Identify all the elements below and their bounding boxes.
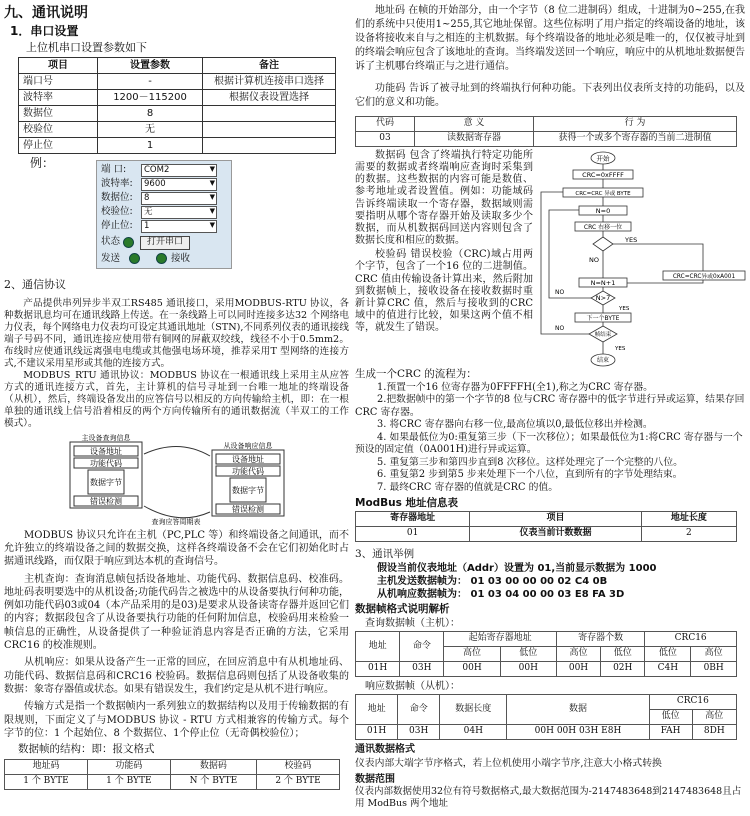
table-row [5, 774, 340, 789]
port-select[interactable]: COM2 ▼ [141, 164, 217, 177]
table-header: 代码 [356, 117, 415, 132]
frame-analysis-title: 数据帧格式说明解析 [355, 603, 450, 616]
crc-steps [355, 382, 745, 495]
master-field-crc: 错误检测 [90, 497, 122, 507]
serial-heading: 1．串口设置 [10, 24, 79, 39]
right-column [355, 4, 745, 810]
flow-n7: N>7 [595, 293, 611, 302]
serial-settings-table [18, 57, 336, 154]
example-line-1: 假设当前仪表地址（Addr）设置为 01,当前显示数据为 1000 [377, 562, 657, 574]
slave-field-data: 数据字节 [232, 486, 264, 496]
table-cell: 1 个 BYTE [5, 774, 88, 789]
table-header: 高位 [444, 647, 500, 662]
table-cell: 端口号 [19, 73, 98, 89]
baud-label: 波特率: [101, 178, 133, 190]
table-cell [203, 137, 336, 153]
table-header: 低位 [500, 647, 556, 662]
table-cell: 校验位 [19, 121, 98, 137]
list-item: 7. 最终CRC 寄存器的值就是CRC 的值。 [377, 481, 558, 493]
open-port-button[interactable]: 打开串口 [140, 236, 190, 250]
flow-yes-3: YES [615, 345, 626, 352]
table-cell: N 个 BYTE [170, 774, 256, 789]
flow-inc: N=N+1 [590, 278, 616, 287]
section-title: 九、通讯说明 [4, 5, 88, 21]
master-field-function: 功能代码 [90, 459, 122, 469]
query-frame-table [355, 631, 737, 677]
list-item: 2.把数据帧中的第一个字节的8 位与CRC 寄存器中的低字节进行异或运算，结果存回CRC 寄存器。 [355, 394, 745, 418]
table-cell: 数据位 [19, 105, 98, 121]
protocol-paragraph-4: 主机查询：查询消息帧包括设备地址、功能代码、数据信息码、校准码。地址码表明要选中的从机设备;功能代码告之被选中的从设备要执行何种功能，例如功能代码03或04（本产品采用的是03)是要求从设备读寄存器并返回它们的内容；数据段包含了从设备要执行功能的任何附加信息，校验码用来检验一帧信息的正确性，从设备提供了一种验证消息内容是否正确的方法，它采用CRC16 的校准规则。 [4, 573, 349, 652]
table-cell: 8 [98, 105, 203, 121]
data-bits-label: 数据位: [101, 192, 133, 204]
table-header: 项目 [19, 57, 98, 73]
flow-start: 开始 [596, 154, 610, 163]
table-cell: 01H [356, 662, 400, 677]
protocol-paragraph-6: 传输方式是指一个数据帧内一系列独立的数据结构以及用于传输数据的有限规则，下面定义了与MODBUS 协议 - RTU 方式相兼容的传输方式。每个字节的位：1 个起始位、8 个数据位、1个停止位（无奇偶校验位）； [4, 701, 349, 739]
protocol-paragraph-1: 产品提供串列异步半双工RS485 通讯接口，采用MODBUS-RTU 协议，各种数据讯息均可在通讯线路上传送。在一条线路上可以同时连接多达32 个网络电力仪表，每个网络电力仪表均可设定其通讯地址（STN),不同系列仪表的通讯接线端子号码不同，通讯连接应使用带有铜网的屏蔽双绞线，线径不小于0.5mm2。布线时应使通讯线远离强电电缆或其他强电场环境，推荐采用T 型网络的连接方式,不建议采用星形或其他的连接方式。 [4, 298, 349, 370]
serial-subheading: 上位机串口设置参数如下 [26, 41, 147, 55]
table-header: 地址 [356, 695, 398, 725]
master-field-data: 数据字节 [90, 478, 122, 488]
table-row [356, 131, 737, 146]
left-column [4, 4, 349, 790]
address-paragraph: 地址码 在帧的开始部分，由一个字节（8 位二进制码）组成，十进制为0~255,在我们的系统中只使用1~255,其它地址保留。这些位标明了用户指定的终端设备的地址，该设备将接收来自与之相连的主机数据。每个终端设备的地址必须是唯一的，仅仅被寻址到的终端会响应包含了该地址的查询。当终端发送回一个响应，响应中的从机地址数据便告诉了主机哪台终端正与之进行通信。 [355, 5, 745, 72]
example-line-3: 从机响应数据帧为： 01 03 04 00 00 03 E8 FA 3D [377, 589, 625, 601]
flow-no: NO [589, 255, 599, 264]
flow-yes-2: YES [619, 305, 630, 312]
serial-config-panel [96, 160, 232, 269]
table-cell: 根据计算机连接串口选择 [203, 73, 336, 89]
table-header: 高位 [691, 647, 737, 662]
table-cell: 03 [356, 131, 415, 146]
table-header: 意 义 [415, 117, 534, 132]
table-header: 命令 [400, 632, 444, 662]
table-header: 高位 [692, 710, 736, 725]
table-header: 校验码 [257, 759, 340, 774]
table-header: 寄存器地址 [356, 512, 470, 527]
list-item: 1.预置一个16 位寄存器为0FFFFH(全1),称之为CRC 寄存器。 [377, 381, 653, 393]
table-cell: 仪表当前计数数据 [470, 527, 641, 542]
table-header: 功能码 [87, 759, 170, 774]
table-header: 备注 [203, 57, 336, 73]
protocol-heading: 2、通信协议 [4, 277, 66, 291]
table-row [19, 89, 336, 105]
response-frame-title: 响应数据帧（从机）： [365, 681, 460, 693]
table-cell: 获得一个或多个寄存器的当前二进制值 [534, 131, 737, 146]
flow-xor: CRC=CRC 异或 BYTE [575, 190, 631, 197]
data-bits-select[interactable]: 8 ▼ [141, 192, 217, 205]
table-cell: 00H [500, 662, 556, 677]
protocol-paragraph-3: MODBUS 协议只允许在主机（PC,PLC 等）和终端设备之间通讯，而不允许独立的终端设备之间的数据交换，这样各终端设备不会在它们初始化时占据通讯线路，而仅限于响应到达本机的查询信号。 [4, 530, 349, 567]
table-cell: 0BH [691, 662, 737, 677]
table-header: 项目 [470, 512, 641, 527]
data-code-paragraph: 数据码 包含了终端执行特定功能所需要的数据或者终端响应查询时采集到的数据。这些数据的内容可能是数值、参考地址或者设置值。例如：功能域码告诉终端读取一个寄存器，数据域则需要指明从哪个寄存器开始及读取多少个数据，而从机数据码回送内容则包含了数据长度和相应的数据。 [355, 149, 533, 247]
table-cell: FAH [649, 725, 692, 740]
protocol-paragraph-5: 从机响应：如果从设备产生一正常的回应，在回应消息中有从机地址码、功能代码、数据信息码和CRC16 校验码。数据信息码则包括了从设备收集的数据：象寄存器值或状态。如果有错误发生，我们约定是从机不进行响应。 [4, 657, 349, 695]
list-item: 6. 重复第2 步到第5 步来处理下一个八位，直到所有的字节处理结束。 [377, 469, 683, 481]
table-row [356, 662, 737, 677]
flow-shift: CRC 右移一位 [583, 223, 623, 231]
flow-yes: YES [625, 235, 638, 244]
flow-init: CRC=0xFFFF [582, 170, 624, 179]
table-row [19, 105, 336, 121]
table-header: 低位 [601, 647, 645, 662]
modbus-address-title: ModBus 地址信息表 [355, 497, 459, 510]
table-cell: 1 [98, 137, 203, 153]
receive-led-icon [156, 253, 167, 264]
table-cell: 停止位 [19, 137, 98, 153]
flow-next: 下一个BYTE [586, 314, 620, 322]
table-header: 低位 [649, 710, 692, 725]
table-cell: 02H [601, 662, 645, 677]
baud-select[interactable]: 9600 ▼ [141, 178, 217, 191]
stop-bits-label: 停止位: [101, 220, 133, 232]
table-cell [203, 105, 336, 121]
table-cell: 00H [444, 662, 500, 677]
table-row [19, 137, 336, 153]
master-field-address: 设备地址 [90, 447, 122, 457]
response-frame-table [355, 694, 737, 740]
table-row [356, 527, 737, 542]
table-cell: 波特率 [19, 89, 98, 105]
table-cell: 00H [556, 662, 600, 677]
example-heading: 3、通讯举例 [355, 548, 415, 560]
table-cell: - [98, 73, 203, 89]
table-row [19, 121, 336, 137]
status-label: 状态 [101, 236, 121, 248]
table-cell: 01 [356, 527, 470, 542]
send-label: 发送 [101, 252, 121, 264]
slave-field-function: 功能代码 [232, 467, 264, 477]
frame-structure-title: 数据帧的结构：即：报文格式 [18, 743, 155, 756]
table-cell: 1200－115200 [98, 89, 203, 105]
table-header: CRC16 [649, 695, 736, 710]
diagram-caption: 查询应答周期表 [151, 518, 201, 527]
table-cell: 8DH [692, 725, 736, 740]
table-header: 数据 [507, 695, 649, 725]
example-line-2: 主机发送数据帧为： 01 03 00 00 00 02 C4 0B [377, 576, 608, 588]
table-cell: 03H [400, 662, 444, 677]
list-item: 3. 将CRC 寄存器向右移一位,最高位填以0,最低位移出并检测。 [377, 419, 653, 431]
table-cell [203, 121, 336, 137]
crc-steps-title: 生成一个CRC 的流程为： [355, 367, 477, 380]
send-led-icon [129, 253, 140, 264]
crc-paragraph: 校验码 错误校验（CRC)域占用两个字节，包含了一个16 位的二进制值。CRC 值由传输设备计算出来，然后附加到数据帧上，接收设备在接收数据时重新计算CRC 值，然后与接收到的CRC 域中的值进行比较，如果这两个值不相等，就发生了错误。 [355, 249, 533, 334]
table-cell: 2 个 BYTE [257, 774, 340, 789]
slave-field-crc: 错误检测 [232, 505, 264, 515]
table-row [356, 725, 737, 740]
range-text: 仪表内部数据使用32位有符号数据格式,最大数据范围为-2147483648到2147483648且占用 ModBus 两个地址 [355, 786, 742, 810]
query-response-diagram [4, 434, 349, 526]
flow-poly: CRC=CRC异或0xA001 [672, 273, 736, 280]
port-label: 端 口: [101, 164, 127, 176]
function-code-table [355, 116, 737, 147]
table-header: 命令 [398, 695, 440, 725]
query-frame-title: 查询数据帧（主机）： [365, 618, 460, 630]
table-cell: 1 个 BYTE [87, 774, 170, 789]
slave-field-address: 设备地址 [232, 455, 264, 465]
table-header: 地址码 [5, 759, 88, 774]
flow-done: 帧结束 [594, 331, 612, 338]
table-cell: 04H [440, 725, 507, 740]
table-header: 数据码 [170, 759, 256, 774]
table-cell: 无 [98, 121, 203, 137]
table-header: 设置参数 [98, 57, 203, 73]
list-item: 5. 重复第三步和第四步直到8 次移位。这样处理完了一个完整的八位。 [377, 456, 683, 468]
table-header: 高位 [556, 647, 600, 662]
crc-flowchart [535, 150, 747, 368]
receive-label: 接收 [171, 252, 191, 264]
table-cell: 根据仪表设置选择 [203, 89, 336, 105]
table-cell: 2 [641, 527, 736, 542]
table-cell: C4H [645, 662, 691, 677]
list-item: 4. 如果最低位为0:重复第三步（下一次移位）；如果最低位为1:将CRC 寄存器与一个预设的固定值（0A001H)进行异或运算。 [355, 431, 743, 456]
flow-no-3: NO [555, 324, 565, 332]
table-header: 地址 [356, 632, 400, 662]
range-title: 数据范围 [355, 774, 395, 786]
table-cell: 读数据寄存器 [415, 131, 534, 146]
protocol-paragraph-2: MODBUS_RTU 通讯协议：MODBUS 协议在一根通讯线上采用主从应答方式的通讯连接方式，首先，主计算机的信号寻址到一台唯一地址的终端设备（从机），然后，终端设备发出的应答信号以相反的方向传输给主机，即：在一根单独的通讯线上信号沿着相反的两个方向传输所有的通讯数据流（半双工的工作模式）。 [4, 370, 349, 430]
modbus-address-table [355, 511, 737, 542]
slave-top-label: 从设备响应信息 [223, 442, 273, 451]
table-header: 寄存器个数 [556, 632, 644, 647]
flow-no-2: NO [555, 288, 565, 296]
function-paragraph: 功能码 告诉了被寻址到的终端执行何种功能。下表列出仪表所支持的功能码，以及它们的意义和功能。 [355, 83, 745, 108]
table-row [19, 73, 336, 89]
parity-label: 校验位: [101, 206, 133, 218]
flow-n0: N=0 [595, 206, 611, 215]
table-header: 行 为 [534, 117, 737, 132]
table-header: 地址长度 [641, 512, 736, 527]
comm-format-title: 通讯数据格式 [355, 743, 415, 755]
status-led-icon [123, 237, 134, 248]
flow-end: 结束 [596, 356, 610, 364]
parity-select[interactable]: 无 ▼ [141, 206, 217, 219]
comm-format-text: 仪表内部大端字节序格式，若上位机使用小端字节序,注意大小格式转换 [355, 758, 662, 770]
stop-bits-select[interactable]: 1 ▼ [141, 220, 217, 233]
table-header: 起始寄存器地址 [444, 632, 556, 647]
table-cell: 00H 00H 03H E8H [507, 725, 649, 740]
table-header: 低位 [645, 647, 691, 662]
frame-format-table [4, 759, 340, 790]
table-cell: 01H [356, 725, 398, 740]
table-header: 数据长度 [440, 695, 507, 725]
table-cell: 03H [398, 725, 440, 740]
master-top-label: 主设备查询信息 [81, 434, 131, 443]
table-header: CRC16 [645, 632, 737, 647]
example-label: 例： [30, 155, 55, 170]
